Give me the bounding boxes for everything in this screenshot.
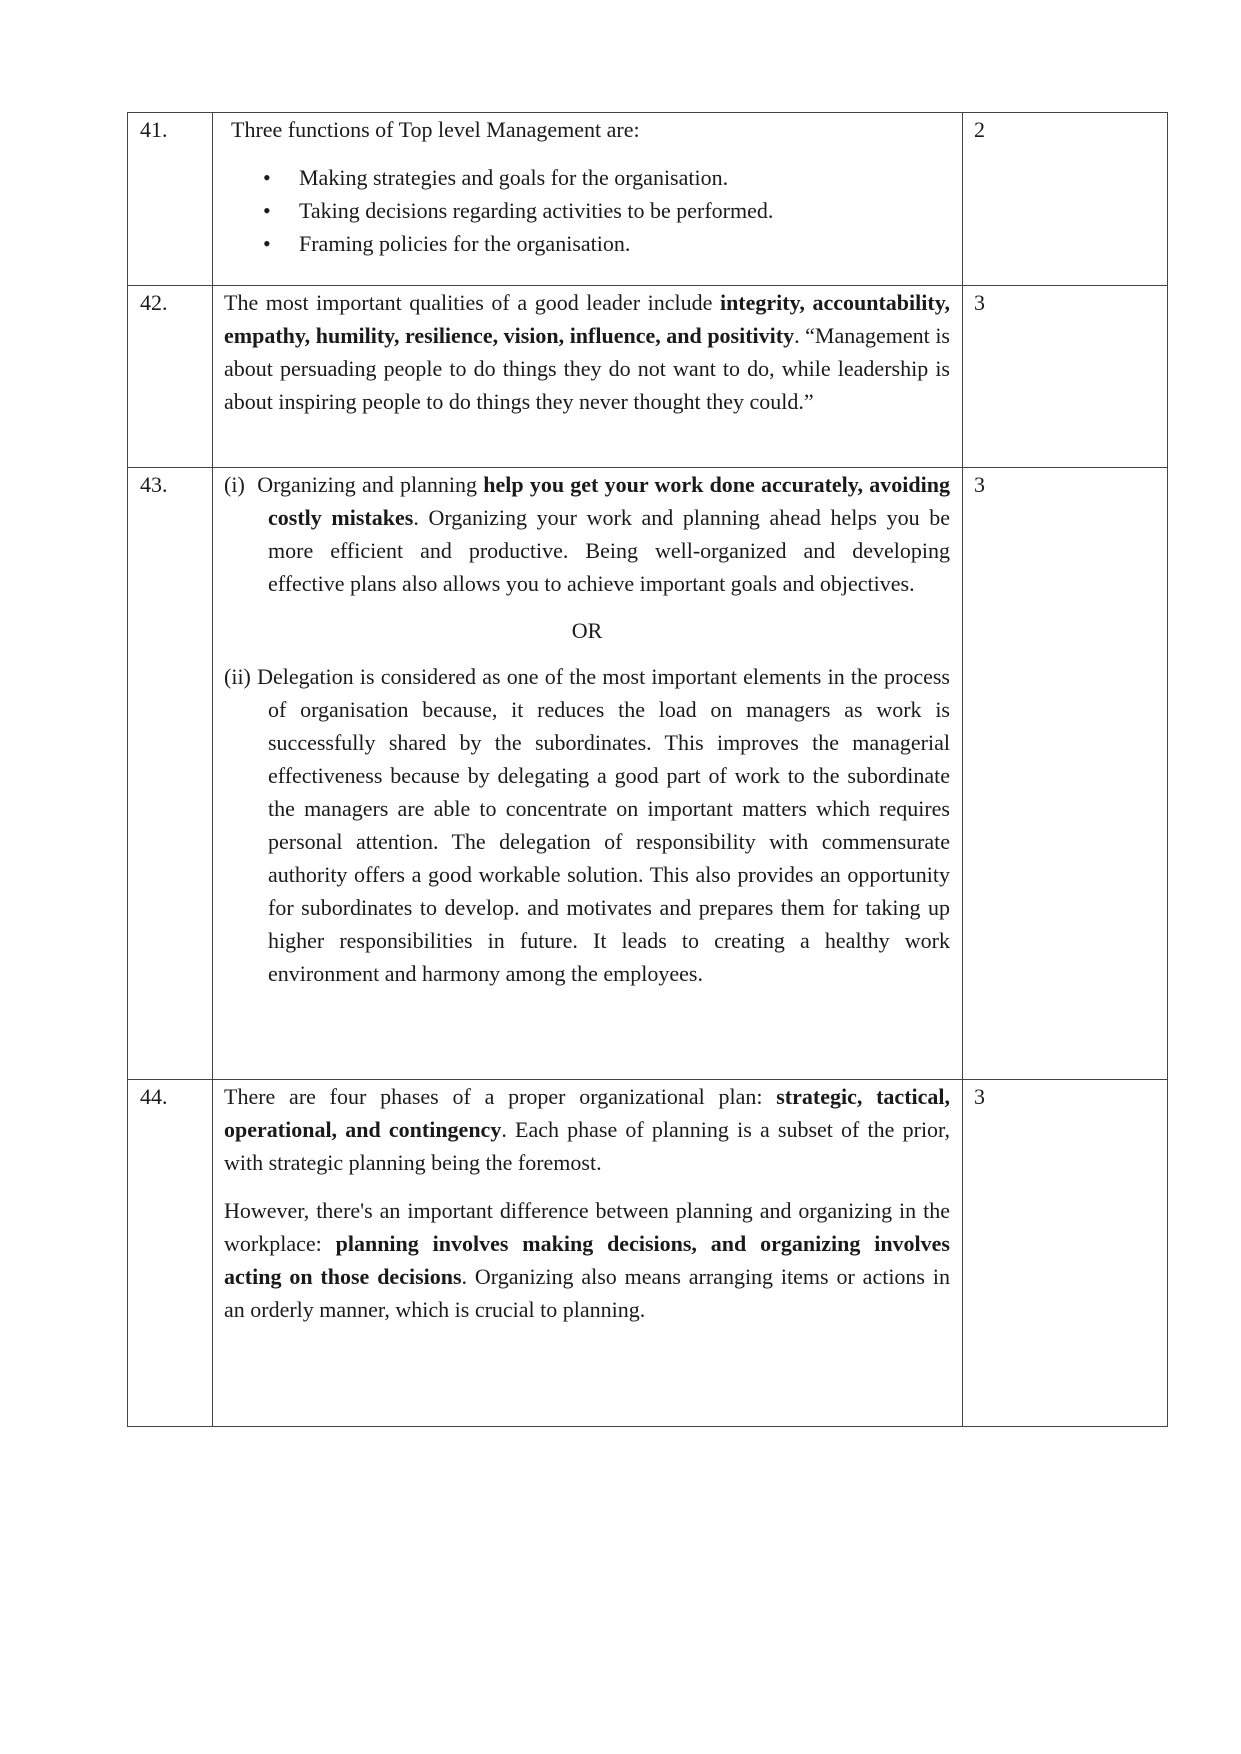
answer-cell — [213, 468, 963, 1080]
table-row — [128, 113, 1168, 286]
answer-option-ii: (ii) Delegation is considered as one of the most important elements in the process of organisation because, it reduces the load on managers as work is successfully shared by the subordinates. This improves the managerial effectiveness because by delegating a good part of work to the subordinate the managers are able to concentrate on important matters which requires personal attention. The delegation of responsibility with commensurate authority offers a good workable solution. This also provides an opportunity for subordinates to develop. and motivates and prepares them for taking up higher responsibilities in future. It leads to creating a healthy work environment and harmony among the employees. — [224, 664, 950, 986]
question-number: 41. — [128, 113, 213, 286]
bullet-list — [224, 161, 950, 260]
answer-text: . Organizing also means arranging items or actions in an orderly manner, which is crucial to planning. — [224, 1264, 950, 1322]
answer-bold-text: planning involves making decisions, and organizing involves acting on those decisions — [224, 1231, 950, 1289]
answer-text: . “Management is about persuading people to do things they do not want to do, while leadership is about inspiring people to do things they never thought they could.” — [224, 323, 950, 414]
answer-cell — [213, 286, 963, 468]
answer-paragraph — [224, 1194, 950, 1326]
answer-cell — [213, 1080, 963, 1427]
question-number: 42. — [128, 286, 213, 468]
question-number: 44. — [128, 1080, 213, 1427]
marks-value: 3 — [963, 286, 1168, 468]
marks-value: 3 — [963, 468, 1168, 1080]
answer-bold-text: strategic, tactical, operational, and contingency — [224, 1084, 951, 1142]
table-row — [128, 1080, 1168, 1427]
answer-key-page — [127, 112, 1167, 1427]
answer-text: However, there's an important difference between planning and organizing in the workplace: — [224, 1198, 950, 1256]
table-row — [128, 286, 1168, 468]
marks-value: 3 — [963, 1080, 1168, 1427]
answer-bold-text: help you get your work done accurately, avoiding costly mistakes — [268, 472, 950, 530]
list-item: • Making strategies and goals for the organisation. — [299, 161, 950, 194]
answer-cell — [213, 113, 963, 286]
answer-text: . Each phase of planning is a subset of the prior, with strategic planning being the foremost. — [224, 1117, 950, 1175]
or-divider: OR — [571, 618, 603, 643]
answer-text: The most important qualities of a good leader include — [224, 290, 720, 315]
answer-text: There are four phases of a proper organizational plan: — [224, 1084, 777, 1109]
answer-table — [127, 112, 1168, 1427]
answer-option-i — [224, 468, 950, 600]
list-item: • Taking decisions regarding activities to be performed. — [299, 194, 950, 227]
answer-text: . Organizing your work and planning ahead helps you be more efficient and productive. Being well-organized and developing effective plans also allows you to achieve important goals and objectives. — [268, 505, 950, 596]
list-item: • Framing policies for the organisation. — [299, 227, 950, 260]
answer-paragraph — [224, 1080, 950, 1179]
marks-value: 2 — [963, 113, 1168, 286]
question-number: 43. — [128, 468, 213, 1080]
answer-intro: Three functions of Top level Management are: — [231, 117, 640, 142]
answer-text: (i) Organizing and planning — [224, 472, 484, 497]
answer-paragraph — [224, 286, 950, 418]
table-row — [128, 468, 1168, 1080]
answer-bold-text: integrity, accountability, empathy, humility, resilience, vision, influence, and positivity — [224, 290, 950, 348]
